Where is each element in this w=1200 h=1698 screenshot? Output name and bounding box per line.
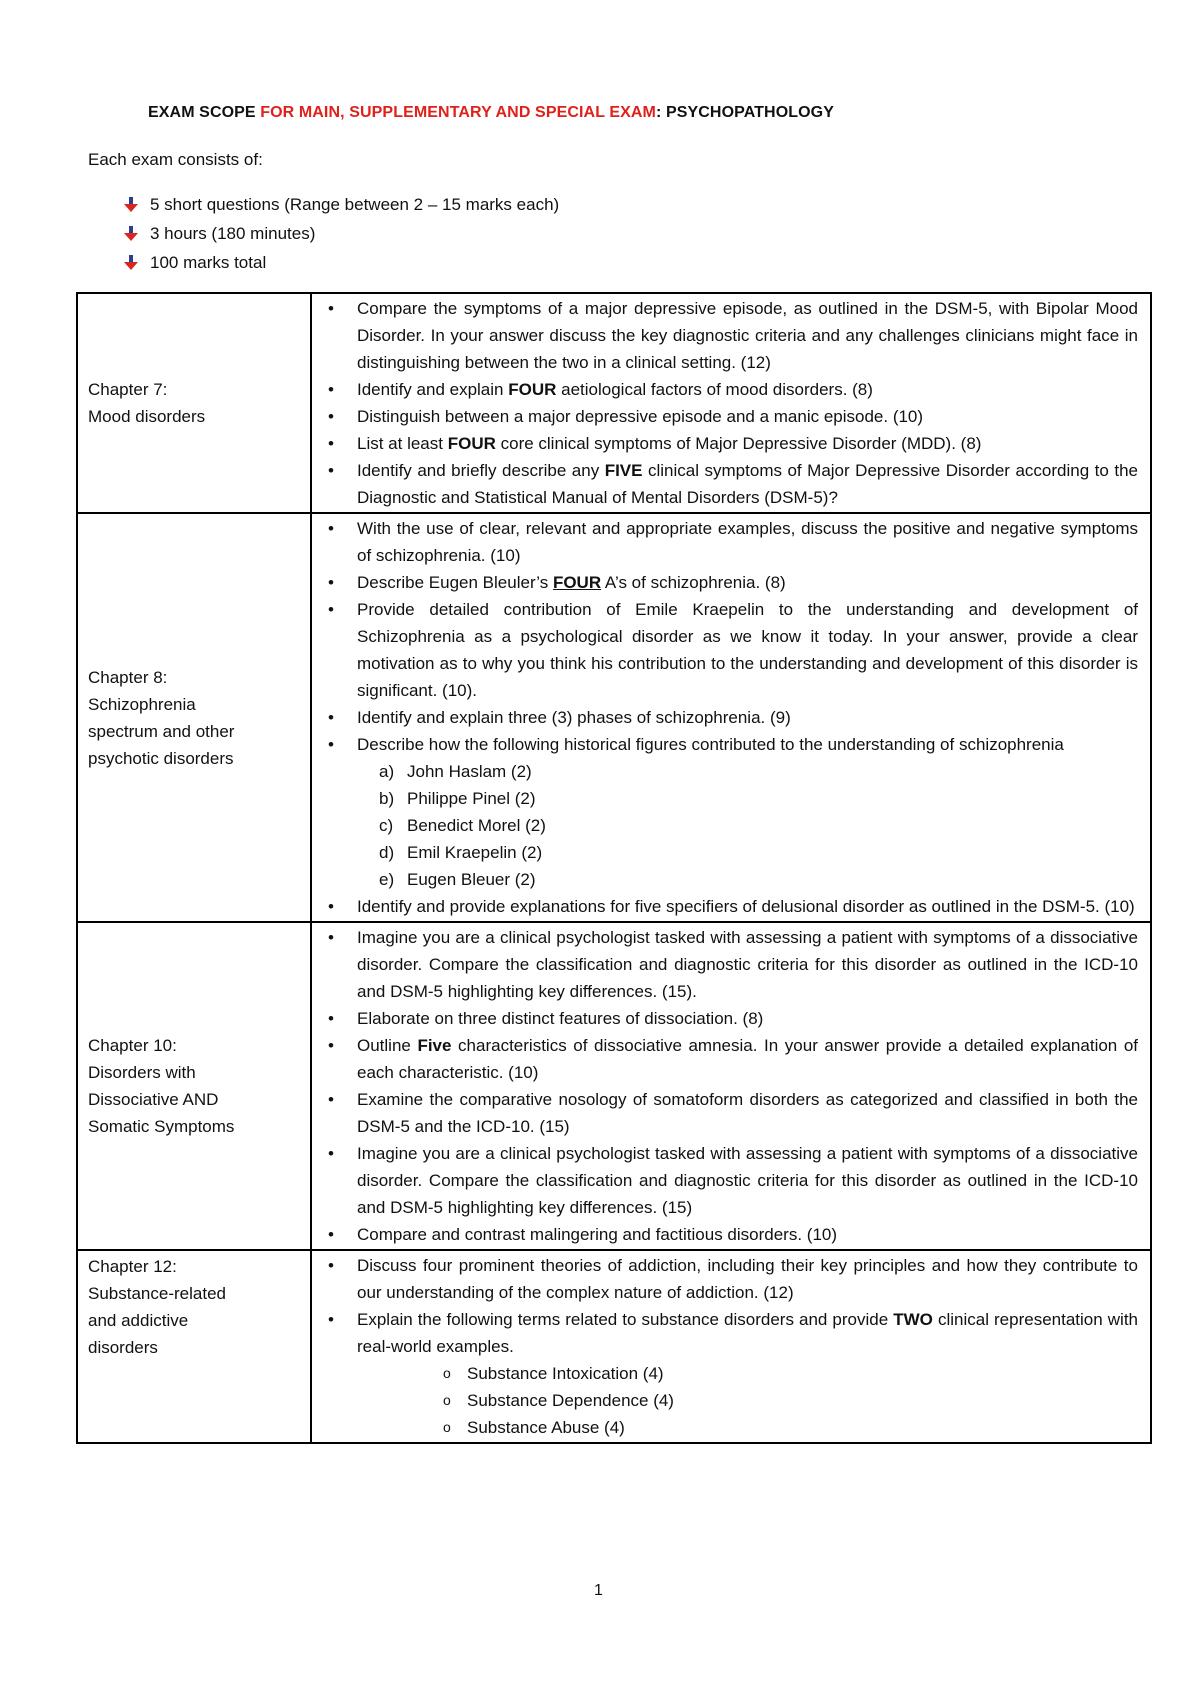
historical-figures-list: [357, 758, 1138, 893]
chapter-title: disorders: [88, 1338, 158, 1357]
chapter-title: psychotic disorders: [88, 748, 234, 768]
title-part-3: : PSYCHOPATHOLOGY: [655, 104, 834, 121]
summary-item: [122, 219, 559, 248]
summary-item: [122, 190, 559, 219]
summary-text: 3 hours (180 minutes): [150, 223, 316, 243]
question-item: • Imagine you are a clinical psychologist tasked with assessing a patient with symptoms of a dissociative disorder. Compare the classification and diagnostic criteria for this disorder as outlined in the ICD-10 and DSM-5 highlighting key differences. (15).: [312, 924, 1138, 1005]
arrow-bullet-icon: [122, 225, 140, 243]
question-item: • Distinguish between a major depressive episode and a manic episode. (10): [312, 403, 1138, 430]
question-item: • Describe how the following historical figures contributed to the understanding of schizophrenia a) John Haslam (2) b) Philippe Pinel (2) c) Benedict Morel (2) d) Emil Kraepelin (2) e) Eugen Bleuer (2): [312, 731, 1138, 893]
table-row: [77, 293, 1151, 513]
substance-terms-list: [357, 1360, 1138, 1441]
page-title: [148, 104, 834, 122]
question-item: • Provide detailed contribution of Emile Kraepelin to the understanding and development of Schizophrenia as a psychological disorder as we know it today. In your answer, provide a clear motivation as to why you think his contribution to the understanding and development of this disorder is significant. (10).: [312, 596, 1138, 704]
chapter-cell: [77, 293, 311, 513]
chapter-cell: [77, 1250, 311, 1443]
question-item: • Outline Five characteristics of dissociative amnesia. In your answer provide a detailed explanation of each characteristic. (10): [312, 1032, 1138, 1086]
chapter-title: Somatic Symptoms: [88, 1117, 235, 1136]
table-row: [77, 922, 1151, 1250]
list-item: o Substance Dependence (4): [357, 1387, 1138, 1414]
questions-cell: [311, 1250, 1151, 1443]
arrow-bullet-icon: [122, 254, 140, 272]
question-item: • Identify and explain FOUR aetiological factors of mood disorders. (8): [312, 376, 1138, 403]
list-item: a) John Haslam (2): [379, 762, 532, 781]
table-row: [77, 1250, 1151, 1443]
chapter-title: Dissociative AND: [88, 1090, 219, 1109]
questions-cell: [311, 922, 1151, 1250]
chapter-cell: [77, 513, 311, 922]
chapter-number: Chapter 7:: [88, 380, 168, 399]
question-item: • Discuss four prominent theories of addiction, including their key principles and how they contribute to our understanding of the complex nature of addiction. (12): [312, 1252, 1138, 1306]
chapter-cell: [77, 922, 311, 1250]
arrow-bullet-icon: [122, 196, 140, 214]
question-item: • Describe Eugen Bleuler’s FOUR A’s of schizophrenia. (8): [312, 569, 1138, 596]
chapter-title: and addictive: [88, 1311, 189, 1330]
summary-text: 5 short questions (Range between 2 – 15 marks each): [150, 194, 560, 214]
question-item: • Identify and explain three (3) phases of schizophrenia. (9): [312, 704, 1138, 731]
list-item: d) Emil Kraepelin (2): [379, 843, 543, 862]
question-item: • List at least FOUR core clinical symptoms of Major Depressive Disorder (MDD). (8): [312, 430, 1138, 457]
page-number: 1: [594, 1582, 603, 1599]
summary-text: 100 marks total: [150, 252, 267, 272]
question-item: • With the use of clear, relevant and appropriate examples, discuss the positive and negative symptoms of schizophrenia. (10): [312, 515, 1138, 569]
list-item: o Substance Intoxication (4): [357, 1360, 1138, 1387]
question-item: • Examine the comparative nosology of somatoform disorders as categorized and classified in both the DSM-5 and the ICD-10. (15): [312, 1086, 1138, 1140]
list-item: c) Benedict Morel (2): [379, 816, 546, 835]
chapter-title: Mood disorders: [88, 407, 206, 426]
list-item: b) Philippe Pinel (2): [379, 789, 536, 808]
chapter-number: Chapter 8:: [88, 667, 168, 687]
exam-summary-list: [122, 190, 559, 277]
chapter-number: Chapter 10:: [88, 1036, 177, 1055]
exam-scope-table: [76, 292, 1152, 1444]
chapter-number: Chapter 12:: [88, 1257, 177, 1276]
list-item: o Substance Abuse (4): [357, 1414, 1138, 1441]
question-item: • Identify and briefly describe any FIVE clinical symptoms of Major Depressive Disorder according to the Diagnostic and Statistical Manual of Mental Disorders (DSM-5)?: [312, 457, 1138, 511]
question-item: • Compare and contrast malingering and factitious disorders. (10): [312, 1221, 1138, 1248]
title-part-2: FOR MAIN, SUPPLEMENTARY AND SPECIAL EXAM: [260, 104, 656, 121]
chapter-title: spectrum and other: [88, 721, 235, 741]
intro-text: Each exam consists of:: [88, 150, 263, 169]
table-row: [77, 513, 1151, 922]
question-item: • Explain the following terms related to substance disorders and provide TWO clinical representation with real-world examples. o Substance Intoxication (4) o Substance Dependence (4) o Substance Abuse (4): [312, 1306, 1138, 1441]
questions-cell: [311, 293, 1151, 513]
chapter-title: Substance-related: [88, 1284, 226, 1303]
questions-cell: [311, 513, 1151, 922]
chapter-title: Disorders with: [88, 1063, 196, 1082]
question-item: • Elaborate on three distinct features of dissociation. (8): [312, 1005, 1138, 1032]
question-item: • Compare the symptoms of a major depressive episode, as outlined in the DSM-5, with Bipolar Mood Disorder. In your answer discuss the key diagnostic criteria and any challenges clinicians might face in distinguishing between the two in a clinical setting. (12): [312, 295, 1138, 376]
summary-item: [122, 248, 559, 277]
question-item: • Imagine you are a clinical psychologist tasked with assessing a patient with symptoms of a dissociative disorder. Compare the classification and diagnostic criteria for this disorder as outlined in the ICD-10 and DSM-5 highlighting key differences. (15): [312, 1140, 1138, 1221]
chapter-title: Schizophrenia: [88, 694, 196, 714]
list-item: e) Eugen Bleuer (2): [379, 870, 536, 889]
title-part-1: EXAM SCOPE: [148, 104, 261, 121]
question-item: • Identify and provide explanations for five specifiers of delusional disorder as outlined in the DSM-5. (10): [312, 893, 1138, 920]
